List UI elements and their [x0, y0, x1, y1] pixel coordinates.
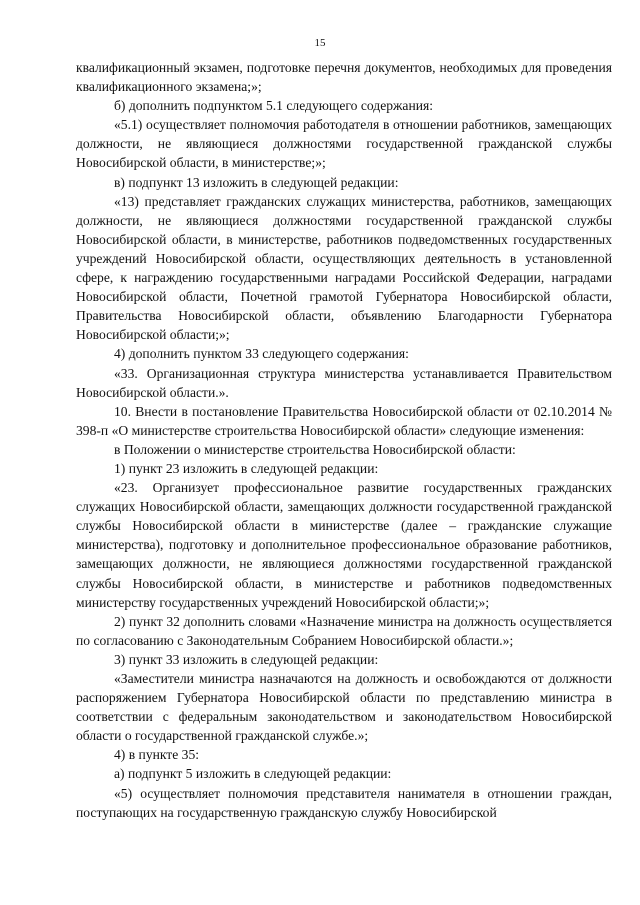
paragraph: в Положении о министерстве строительства Новосибирской области:: [114, 441, 516, 457]
paragraph: в) подпункт 13 изложить в следующей редакции:: [114, 174, 399, 190]
paragraph: 4) дополнить пунктом 33 следующего содержания:: [114, 346, 409, 362]
document-body: [76, 58, 612, 822]
paragraph: «Заместители министра назначаются на должность и освобождаются от должности распоряжением Губернатора Новосибирской области по представлению министра в соответствии с федеральным законодательством и законодательством Новосибирской области о государственной гражданской службе.»;: [76, 671, 612, 744]
paragraph: квалификационный экзамен, подготовке перечня документов, необходимых для проведения квалификационного экзамена;»;: [76, 60, 612, 95]
paragraph: 1) пункт 23 изложить в следующей редакции:: [114, 460, 379, 476]
paragraph: 3) пункт 33 изложить в следующей редакции:: [114, 651, 379, 667]
paragraph: «13) представляет гражданских служащих министерства, работников, замещающих должности, не являющиеся должностями государственной гражданской службы Новосибирской области, в министерстве, работников подведомственных государственных учреждений Новосибирской области, осуществляющих деятельность в установленной сфере, к награждению государственными наградами Российской Федерации, наградами Новосибирской области, Почетной грамотой Губернатора Новосибирской области, Правительства Новосибирской области, объявлению Благодарности Губернатора Новосибирской области;»;: [76, 193, 612, 343]
paragraph: б) дополнить подпунктом 5.1 следующего содержания:: [114, 98, 434, 114]
paragraph: «23. Организует профессиональное развитие государственных гражданских служащих Новосибирской области, замещающих должности государственной гражданской службы Новосибирской области в министерстве (далее – гражданские служащие министерства), подготовку и дополнительное профессиональное образование работников, замещающих должности, не являющиеся должностями государственной гражданской службы Новосибирской области, в министерстве и работников подведомственных министерству государственных учреждений Новосибирской области;»;: [76, 480, 612, 610]
paragraph: 10. Внести в постановление Правительства Новосибирской области от 02.10.2014 № 398-п «О министерстве строительства Новосибирской области» следующие изменения:: [76, 403, 612, 438]
paragraph: 4) в пункте 35:: [114, 747, 200, 763]
paragraph: «33. Организационная структура министерства устанавливается Правительством Новосибирской области.».: [76, 365, 612, 400]
paragraph: «5) осуществляет полномочия представителя нанимателя в отношении граждан, поступающих на государственную гражданскую службу Новосибирской: [76, 785, 612, 820]
page-number: 15: [314, 37, 326, 49]
paragraph: 2) пункт 32 дополнить словами «Назначение министра на должность осуществляется по согласованию с Законодательным Собранием Новосибирской области.»;: [76, 613, 612, 648]
paragraph: а) подпункт 5 изложить в следующей редакции:: [114, 766, 392, 782]
paragraph: «5.1) осуществляет полномочия работодателя в отношении работников, замещающих должности, не являющиеся должностями государственной гражданской службы Новосибирской области, в министерстве;»;: [76, 117, 612, 171]
